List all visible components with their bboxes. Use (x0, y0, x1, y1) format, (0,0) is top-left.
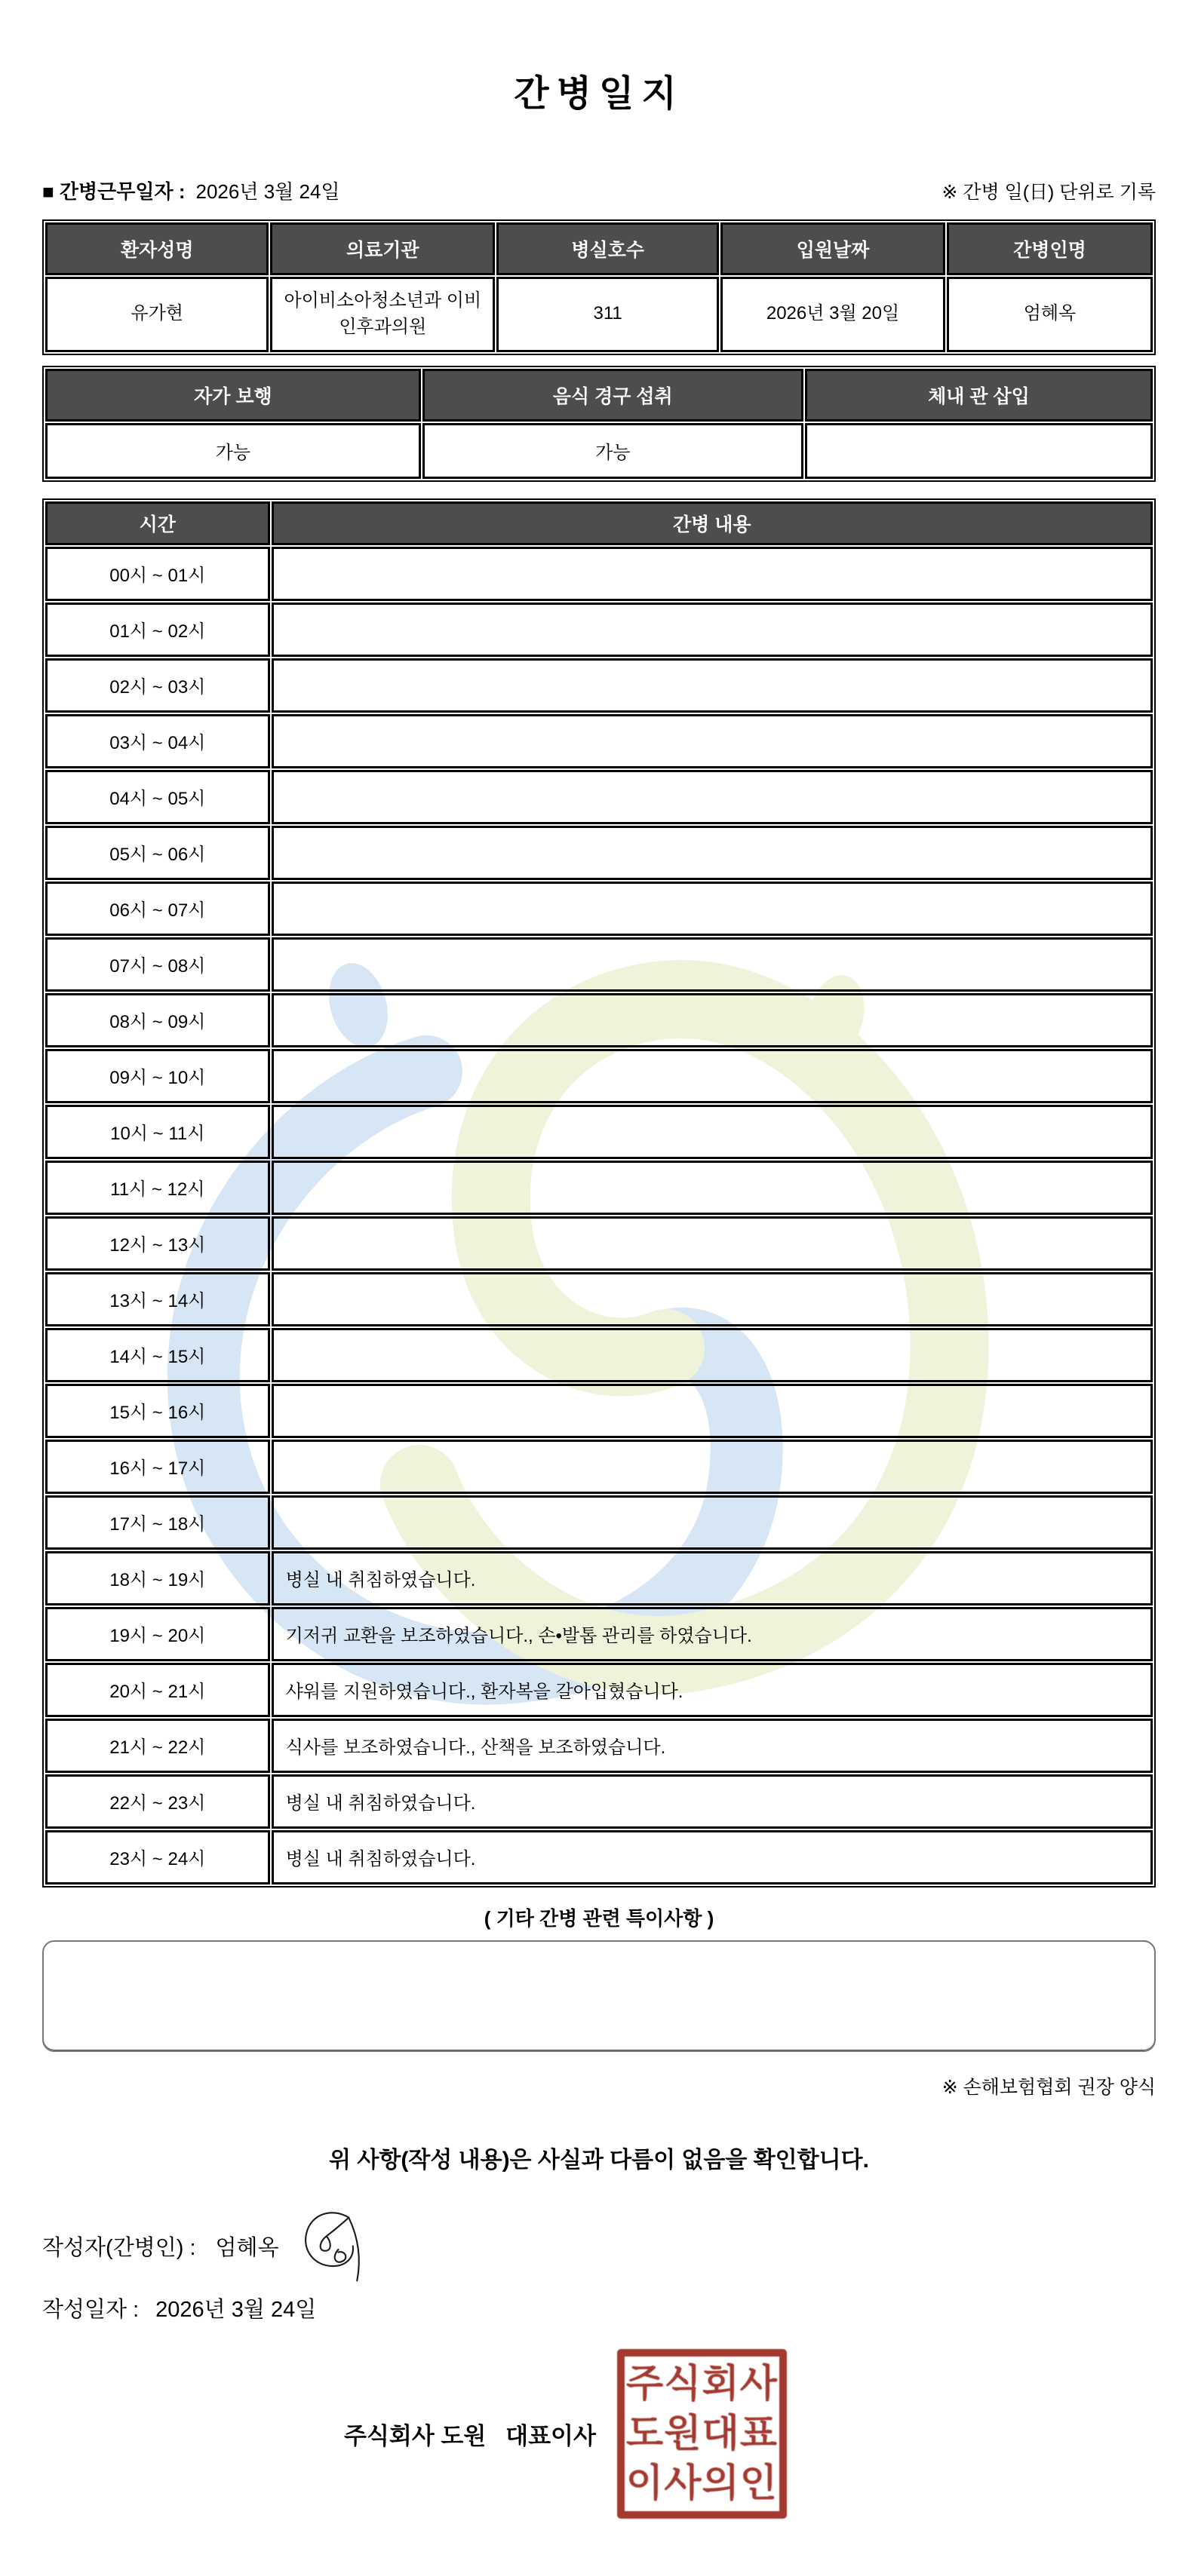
header-care-content: 간병 내용 (272, 501, 1153, 545)
care-row (45, 547, 1153, 601)
care-row-time: 08시 ~ 09시 (45, 993, 270, 1047)
care-row-time: 20시 ~ 21시 (45, 1663, 270, 1717)
header-internal-tube: 체내 관 삽입 (805, 369, 1153, 422)
header-medical-institution: 의료기관 (270, 222, 495, 275)
care-row (45, 826, 1153, 880)
patient-info-table (42, 219, 1156, 355)
admission-date: 2026년 3월 20일 (720, 277, 945, 352)
care-row-content: 병실 내 취침하였습니다. (272, 1551, 1153, 1605)
company-line: 주식회사 도원 대표이사 (344, 2422, 596, 2449)
care-row-content (272, 993, 1153, 1047)
care-row-time: 17시 ~ 18시 (45, 1495, 270, 1550)
care-row (45, 1551, 1153, 1605)
care-row-time: 04시 ~ 05시 (45, 770, 270, 824)
care-row (45, 1774, 1153, 1829)
care-row-content (272, 826, 1153, 880)
care-row-content: 병실 내 취침하였습니다. (272, 1774, 1153, 1829)
header-oral-intake: 음식 경구 섭취 (422, 369, 803, 422)
patient-info-header-row (45, 222, 1153, 275)
care-row (45, 1328, 1153, 1382)
care-row-time: 07시 ~ 08시 (45, 937, 270, 992)
care-row-content (272, 1216, 1153, 1271)
care-row-time: 16시 ~ 17시 (45, 1440, 270, 1494)
care-row-time: 02시 ~ 03시 (45, 658, 270, 713)
care-row-content (272, 1161, 1153, 1215)
care-row-content (272, 1328, 1153, 1382)
care-row-time: 15시 ~ 16시 (45, 1384, 270, 1438)
care-row-content: 식사를 보조하였습니다., 산책을 보조하였습니다. (272, 1719, 1153, 1773)
care-row (45, 770, 1153, 824)
care-log-header-row (45, 501, 1153, 545)
recommended-form-note: ※ 손해보험협회 권장 양식 (942, 2076, 1156, 2098)
care-row (45, 882, 1153, 936)
care-row (45, 937, 1153, 992)
writer-name: 엄혜옥 (215, 2236, 279, 2261)
care-row-content (272, 658, 1153, 713)
care-row-content (272, 1384, 1153, 1438)
care-row-time: 10시 ~ 11시 (45, 1105, 270, 1159)
patient-info-value-row (45, 277, 1153, 352)
care-row-time: 22시 ~ 23시 (45, 1774, 270, 1829)
care-row-content (272, 1105, 1153, 1159)
oral-intake-value: 가능 (422, 423, 803, 479)
seal-row-3: 이사의인 (625, 2461, 778, 2504)
care-row-time: 21시 ~ 22시 (45, 1719, 270, 1773)
care-row-content (272, 714, 1153, 768)
care-row-content: 병실 내 취침하였습니다. (272, 1830, 1153, 1884)
meta-row (42, 179, 1156, 204)
care-row-time: 01시 ~ 02시 (45, 603, 270, 657)
care-row-time: 03시 ~ 04시 (45, 714, 270, 768)
care-row (45, 1216, 1153, 1271)
care-row (45, 714, 1153, 768)
header-self-walking: 자가 보행 (45, 369, 421, 422)
care-row-content (272, 770, 1153, 824)
care-row-content (272, 547, 1153, 601)
unit-note: ※ 간병 일(日) 단위로 기록 (942, 181, 1156, 203)
work-date-line (42, 179, 340, 204)
write-date-label: 작성일자 : (42, 2297, 140, 2322)
caregiver-name: 엄혜옥 (947, 277, 1153, 352)
self-walking-value: 가능 (45, 423, 421, 479)
care-row-time: 23시 ~ 24시 (45, 1830, 270, 1884)
page-title: 간병일지 (514, 74, 684, 114)
writer-line (42, 2209, 1156, 2284)
patient-status-table (42, 366, 1156, 482)
care-row-time: 05시 ~ 06시 (45, 826, 270, 880)
care-row-time: 06시 ~ 07시 (45, 882, 270, 936)
medical-institution: 아이비소아청소년과 이비인후과의원 (270, 277, 495, 352)
care-row (45, 1663, 1153, 1717)
care-row-time: 12시 ~ 13시 (45, 1216, 270, 1271)
care-row (45, 658, 1153, 713)
care-row (45, 1440, 1153, 1494)
care-row-time: 00시 ~ 01시 (45, 547, 270, 601)
header-admission-date: 입원날짜 (720, 222, 945, 275)
confirmation-statement: 위 사항(작성 내용)은 사실과 다름이 없음을 확인합니다. (329, 2147, 869, 2173)
care-row (45, 1272, 1153, 1326)
special-notes-label: ( 기타 간병 관련 특이사항 ) (484, 1906, 714, 1930)
care-row-content (272, 603, 1153, 657)
care-row (45, 1105, 1153, 1159)
care-row (45, 1830, 1153, 1884)
care-row (45, 1161, 1153, 1215)
care-row-time: 19시 ~ 20시 (45, 1607, 270, 1661)
care-row-time: 18시 ~ 19시 (45, 1551, 270, 1605)
care-row (45, 1607, 1153, 1661)
care-row-time: 14시 ~ 15시 (45, 1328, 270, 1382)
care-row-content (272, 1440, 1153, 1494)
work-date-label: ■ 간병근무일자 : (42, 179, 186, 203)
header-patient-name: 환자성명 (45, 222, 269, 275)
care-row (45, 1384, 1153, 1438)
status-value-row (45, 423, 1153, 479)
patient-name: 유가현 (45, 277, 269, 352)
internal-tube-value (805, 423, 1153, 479)
corporate-seal-stamp-icon (617, 2349, 787, 2519)
company-seal-row (344, 2349, 1156, 2519)
header-time: 시간 (45, 501, 270, 545)
care-row (45, 1495, 1153, 1550)
seal-row-2: 도원대표 (625, 2412, 778, 2455)
write-date-line (42, 2296, 1156, 2323)
care-row-content: 기저귀 교환을 보조하였습니다., 손•발톱 관리를 하였습니다. (272, 1607, 1153, 1661)
care-row-content: 샤워를 지원하였습니다., 환자복을 갈아입혔습니다. (272, 1663, 1153, 1717)
write-date-value: 2026년 3월 24일 (155, 2297, 317, 2322)
header-room-number: 병실호수 (496, 222, 719, 275)
care-row-content (272, 882, 1153, 936)
care-row-content (272, 1495, 1153, 1550)
special-notes-box (42, 1940, 1156, 2052)
care-row (45, 993, 1153, 1047)
work-date-value: 2026년 3월 24일 (195, 179, 340, 203)
care-row (45, 1049, 1153, 1103)
care-row-time: 09시 ~ 10시 (45, 1049, 270, 1103)
care-row-content (272, 1272, 1153, 1326)
writer-label: 작성자(간병인) : (42, 2236, 196, 2261)
care-row (45, 603, 1153, 657)
seal-row-1: 주식회사 (625, 2362, 778, 2406)
room-number: 311 (496, 277, 719, 352)
care-row-time: 13시 ~ 14시 (45, 1272, 270, 1326)
care-journal-document (0, 72, 1198, 2519)
status-header-row (45, 369, 1153, 422)
care-row-content (272, 937, 1153, 992)
care-log-table (42, 498, 1156, 1888)
care-row-time: 11시 ~ 12시 (45, 1161, 270, 1215)
header-caregiver-name: 간병인명 (947, 222, 1153, 275)
care-row (45, 1719, 1153, 1773)
care-row-content (272, 1049, 1153, 1103)
signature-icon (299, 2206, 368, 2284)
care-table-body (45, 547, 1153, 1884)
